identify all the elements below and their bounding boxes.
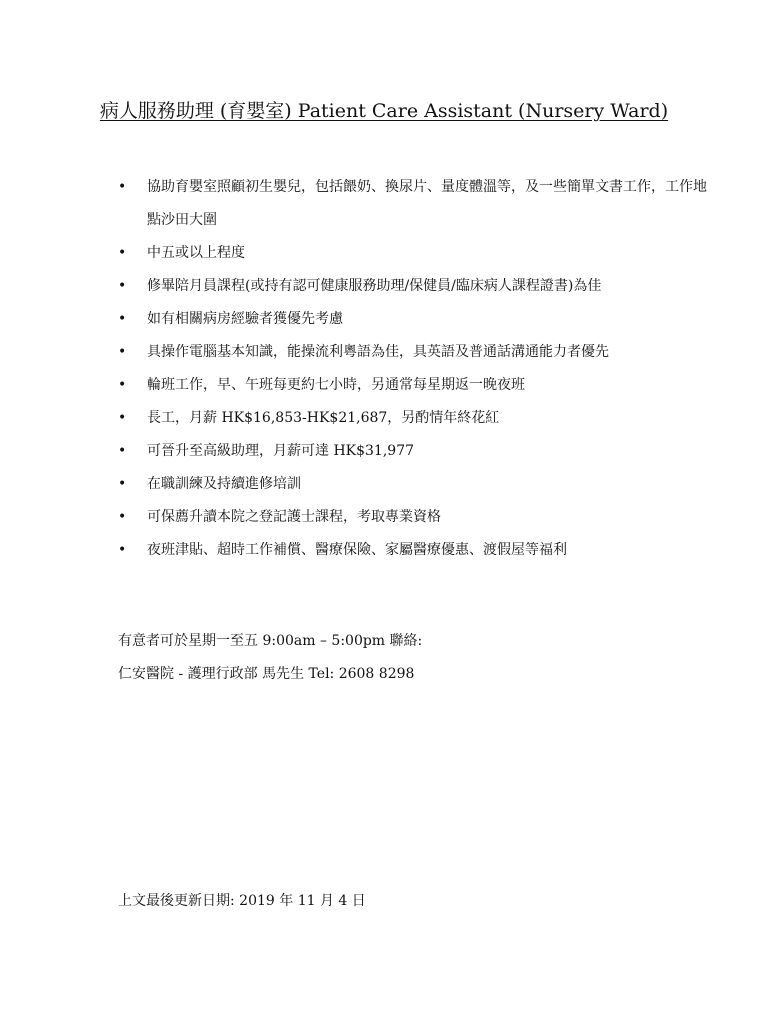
last-updated: 上文最後更新日期: 2019 年 11 月 4 日 xyxy=(118,893,366,909)
list-item: • 可晉升至高級助理，月薪可達 HK$31,977 xyxy=(118,435,708,468)
contact-person: 仁安醫院 - 護理行政部 馬先生 Tel: 2608 8298 xyxy=(118,666,415,682)
list-item: • 修畢陪月員課程(或持有認可健康服務助理/保健員/臨床病人課程證書)為佳 xyxy=(118,270,708,303)
contact-section xyxy=(118,625,422,691)
list-item: • 長工，月薪 HK$16,853-HK$21,687，另酌情年終花紅 xyxy=(118,402,708,435)
list-item: • 如有相關病房經驗者獲優先考慮 xyxy=(118,303,708,336)
list-item: • 可保薦升讀本院之登記護士課程，考取專業資格 xyxy=(118,501,708,534)
list-item: • 具操作電腦基本知識，能操流利粵語為佳，具英語及普通話溝通能力者優先 xyxy=(118,336,708,369)
list-item: • 協助育嬰室照顧初生嬰兒，包括餵奶、換尿片、量度體溫等，及一些簡單文書工作，工作地點沙田大圍 xyxy=(118,171,708,237)
requirements-list xyxy=(118,171,708,567)
list-item: • 在職訓練及持續進修培訓 xyxy=(118,468,708,501)
list-item: • 中五或以上程度 xyxy=(118,237,708,270)
list-item: • 夜班津貼、超時工作補償、醫療保險、家屬醫療優惠、渡假屋等福利 xyxy=(118,534,708,567)
contact-hours: 有意者可於星期一至五 9:00am – 5:00pm 聯絡: xyxy=(118,633,423,649)
page-title: 病人服務助理 (育嬰室) Patient Care Assistant (Nursery Ward) xyxy=(99,100,669,122)
list-item: • 輪班工作，早、午班每更約七小時，另通常每星期返一晚夜班 xyxy=(118,369,708,402)
